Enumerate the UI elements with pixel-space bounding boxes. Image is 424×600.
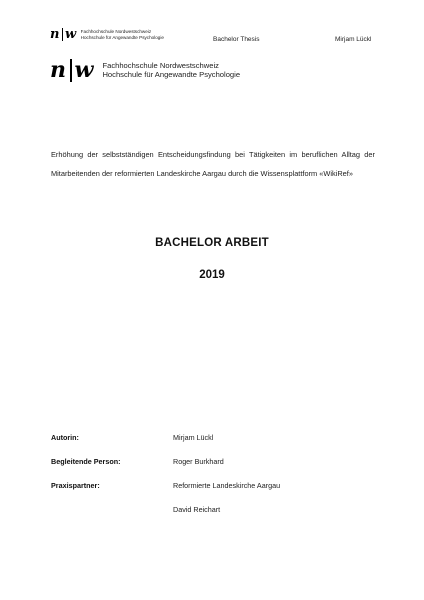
document-title: BACHELOR ARBEIT xyxy=(155,237,269,249)
institution-name xyxy=(102,61,240,80)
institution-logo xyxy=(50,57,240,83)
partner-value-organisation: Reformierte Landeskirche Aargau xyxy=(173,481,281,490)
document-year: 2019 xyxy=(199,269,225,281)
logo-letter-n: n xyxy=(50,57,67,83)
header-logo-line-1: Fachhochschule Nordwestschweiz xyxy=(80,28,152,34)
header-logo xyxy=(50,27,164,42)
running-header xyxy=(0,0,424,50)
author-value: Mirjam Lückl xyxy=(173,433,214,442)
logo-letter-n: n xyxy=(50,27,60,42)
fhnw-logo-mark xyxy=(50,27,77,42)
fhnw-logo-mark-large xyxy=(50,57,94,83)
logo-letter-w: w xyxy=(64,27,77,42)
logo-letter-w: w xyxy=(74,57,95,83)
header-logo-text xyxy=(81,29,164,40)
logo-divider xyxy=(70,59,72,82)
header-document-label: Bachelor Thesis xyxy=(213,36,260,43)
logo-divider xyxy=(62,28,63,41)
partner-label: Praxispartner: xyxy=(51,481,100,490)
author-label: Autorin: xyxy=(51,433,79,442)
partner-value-contact: David Reichart xyxy=(173,505,221,514)
header-author: Mirjam Lückl xyxy=(335,36,372,43)
supervisor-label: Begleitende Person: xyxy=(51,457,121,466)
header-logo-line-2: Hochschule für Angewandte Psychologie xyxy=(80,34,164,40)
institution-name-line-1: Fachhochschule Nordwestschweiz xyxy=(102,60,219,70)
supervisor-value: Roger Burkhard xyxy=(173,457,224,466)
institution-name-line-2: Hochschule für Angewandte Psychologie xyxy=(102,70,241,79)
thesis-topic: Erhöhung der selbstständigen Entscheidungsfindung bei Tätigkeiten im beruflichen Alltag der Mitarbeitenden der reformierten Landeskirche Aargau durch die Wissensplattform «WikiRef» xyxy=(51,150,375,178)
